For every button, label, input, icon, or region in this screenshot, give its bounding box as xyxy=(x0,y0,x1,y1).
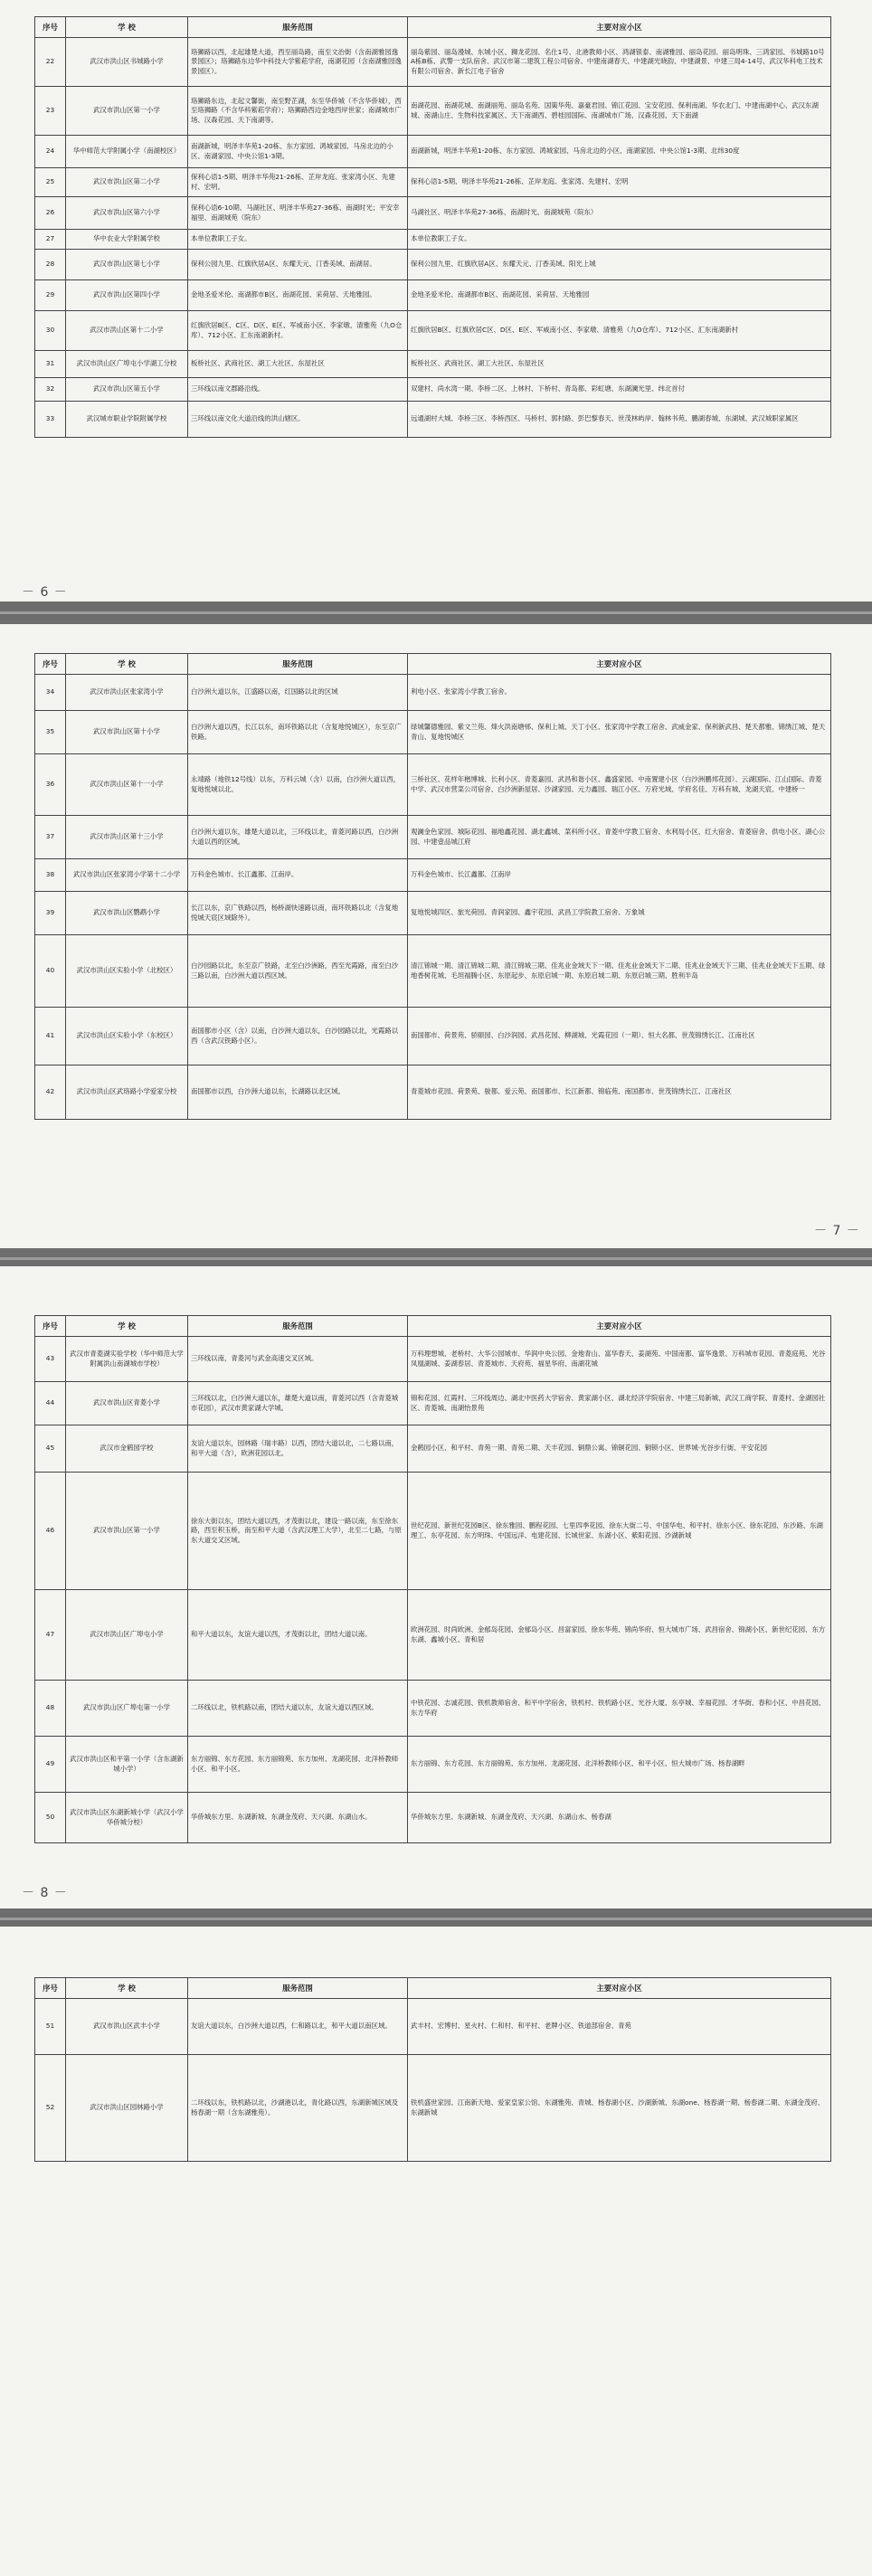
header-no: 序号 xyxy=(35,1978,66,1999)
table-row xyxy=(35,87,831,136)
row-school: 武汉市洪山区实验小学（北校区） xyxy=(66,935,188,1008)
school-table-page-8 xyxy=(34,1315,831,1843)
row-community: 双建村、尚水湾一期、李桥二区、上林村、下桥村、青岛都、彩虹塘、东湖澜光里、纬北首付 xyxy=(408,378,831,402)
row-range: 白沙洲大道以东，江盛路以南，红国路以北的区域 xyxy=(188,675,408,711)
table-row xyxy=(35,675,831,711)
row-no: 35 xyxy=(35,711,66,754)
row-range: 东方丽锦、东方花园、东方丽锦苑、东方加州、龙湖花园、北洋桥教师小区、和平小区。 xyxy=(188,1737,408,1793)
row-no: 43 xyxy=(35,1337,66,1382)
table-row xyxy=(35,168,831,197)
table-row xyxy=(35,197,831,230)
table-row xyxy=(35,1425,831,1473)
row-school: 武汉市洪山区武丰小学 xyxy=(66,1999,188,2055)
row-community: 观澜金色家园、城际花园、福地鑫花园、湖北鑫城、菜科所小区、青菱中学教工宿舍、水利局小区、红大宿舍、青菱宿舍、供电小区、湖心公园、中建壹品城江府 xyxy=(408,816,831,859)
row-range: 永靖路（地铁12号线）以东，万科云城（含）以南，白沙洲大道以西，复地悦城以北。 xyxy=(188,754,408,816)
row-no: 41 xyxy=(35,1008,66,1065)
row-range: 白沙园路以北，东至京广铁路，北至白沙洲路，西至光霞路，南至白沙三路以南，白沙洲大道以西区域。 xyxy=(188,935,408,1008)
row-school: 武汉市洪山区第一小学 xyxy=(66,87,188,136)
table-row xyxy=(35,402,831,438)
row-no: 38 xyxy=(35,859,66,892)
row-no: 50 xyxy=(35,1793,66,1843)
row-range: 友谊大道以东，园林路（瑞丰路）以西，团结大道以北，二七路以南，和平大道（含），欧洲花园以北。 xyxy=(188,1425,408,1473)
scan-edge xyxy=(0,611,872,614)
document-page-7 xyxy=(0,624,872,1248)
row-no: 34 xyxy=(35,675,66,711)
row-community: 世纪花园、新世纪花园B区、徐东雅园、鹏程花园、七里四季花园、徐东大街二号、中国华电、和平村、徐东小区、徐东花园、东沙路、东湖理工、东亭花园、东方明珠、中国远洋、电建花园、长城世家、东湖小区、紫阳花园、沙湖新城 xyxy=(408,1473,831,1590)
row-no: 23 xyxy=(35,87,66,136)
table-row xyxy=(35,1473,831,1590)
row-community: 清江锦城一期、清江锦城二期、清江锦城三期、佳兆业金域天下一期、佳兆业金域天下二期、佳兆业金域天下三期、佳兆业金域天下五期、绿地香树花城、毛坦福腾小区、东原起步、东原启城一期、东原启城二期、东原启城三期、胜利半岛 xyxy=(408,935,831,1008)
scan-edge xyxy=(0,1257,872,1260)
row-range: 三环线以南文郡路沿线。 xyxy=(188,378,408,402)
row-community: 金鹤园小区、和平村、青苑一期、青苑二期、天丰花园、铜鼎公寓、锦铜花园、铜锁小区、世界城·光谷步行街、平安花园 xyxy=(408,1425,831,1473)
table-row xyxy=(35,311,831,351)
row-no: 28 xyxy=(35,250,66,280)
row-community: 绿城馨德雅园、紫文兰苑、烽火洪南塘邨、保利上城、天丁小区、张家湾中学教工宿舍、武威金家、保利新武昌、楚天都雅、锦绣江城、楚天青山、复地悦城区 xyxy=(408,711,831,754)
row-community: 远通湖村大城、李桥三区、李桥西区、马桥村、郭村路、彭巴黎春天、世茂林屿岸、翰林书苑、鹏湖春城、东湖城、武汉城职家属区 xyxy=(408,402,831,438)
row-range: 长江以东，京广铁路以西，杨桥湖快速路以南，南环铁路以北（含复地悦城天宸区域除外）。 xyxy=(188,892,408,935)
table-row xyxy=(35,1681,831,1737)
row-school: 武汉市洪山区广埠屯第一小学 xyxy=(66,1681,188,1737)
table-header-row xyxy=(35,654,831,675)
row-range: 保利公园九里、红旗欣居A区、东耀天元、汀香美域、南湖居。 xyxy=(188,250,408,280)
row-no: 39 xyxy=(35,892,66,935)
table-row xyxy=(35,1337,831,1382)
row-community: 东方丽锦、东方花园、东方丽锦苑、东方加州、龙湖花园、北洋桥教师小区、和平小区、恒大城市广场、杨春湖畔 xyxy=(408,1737,831,1793)
row-community: 万科金色城市、长江鑫都、江南岸 xyxy=(408,859,831,892)
row-no: 46 xyxy=(35,1473,66,1590)
header-school: 学 校 xyxy=(66,1978,188,1999)
row-no: 25 xyxy=(35,168,66,197)
table-row xyxy=(35,1382,831,1425)
header-range: 服务范围 xyxy=(188,1978,408,1999)
row-school: 武汉市洪山区张家湾小学第十二小学 xyxy=(66,859,188,892)
table-row xyxy=(35,230,831,250)
table-header-row xyxy=(35,1316,831,1337)
row-community: 金地圣爱米伦、南湖都市B区、南湖花园、采荷居、天地雅园 xyxy=(408,280,831,311)
header-school: 学 校 xyxy=(66,654,188,675)
row-school: 华中师范大学附属小学（南湖校区） xyxy=(66,136,188,168)
row-no: 45 xyxy=(35,1425,66,1473)
row-range: 保利心语1-5期、明泽丰华苑21-26栋、芷岸龙庭、张家湾小区、先建村、宏明。 xyxy=(188,168,408,197)
document-page-8 xyxy=(0,1266,872,1908)
row-no: 48 xyxy=(35,1681,66,1737)
row-school: 华中农业大学附属学校 xyxy=(66,230,188,250)
row-range: 二环线以东，铁机路以北，沙湖港以北，青化路以西，东湖新城区域及杨春湖一期（含东湖雅苑）。 xyxy=(188,2055,408,2162)
row-community: 三桥社区、花样年楷博城、长利小区、青菱嘉园、武昌和谐小区、鑫盛家园、中南置建小区（白沙洲鹏邦花园）、云湖国际、江山国际、青菱中学、武汉市营菜公司宿舍、白沙洲新屋居、沙湖家园、元力鑫园、瑞江小区、万府光域、学府名佳、万科有城、龙湖天宸、中建桥一 xyxy=(408,754,831,816)
table-row xyxy=(35,1999,831,2055)
table-row xyxy=(35,892,831,935)
row-community: 铁机盛世家园、江南新天地、爱家皇家公馆、东湖雅苑、青城、杨春湖小区、沙湖新城、东湖one、杨春湖一期、杨春湖二期、东湖金茂府、东湖新城 xyxy=(408,2055,831,2162)
row-range: 金地圣爱米伦、南湖都市B区、南湖花园、采荷居、天地雅园。 xyxy=(188,280,408,311)
table-row xyxy=(35,250,831,280)
table-row xyxy=(35,38,831,87)
table-row xyxy=(35,754,831,816)
row-range: 白沙洲大道以东，雄楚大道以北，三环线以北，青菱河路以西，白沙洲大道以西的区域。 xyxy=(188,816,408,859)
row-range: 珞狮路以西，北起雄楚大道，西至丽岛路，南至文治街（含南湖雅园逸景园区）；珞狮路东边华中科技大学紫菘学府，南湖花园（含南湖雅园逸景园区）。 xyxy=(188,38,408,87)
table-row xyxy=(35,935,831,1008)
row-no: 33 xyxy=(35,402,66,438)
header-range: 服务范围 xyxy=(188,1316,408,1337)
row-range: 南湖新城，明泽丰华苑1-20栋、东方家园、鸿城家园、马房北边的小区、南湖家园、中央公馆1-3期。 xyxy=(188,136,408,168)
row-no: 32 xyxy=(35,378,66,402)
table-row xyxy=(35,378,831,402)
row-community: 马湖社区、明泽丰华苑27-36栋、南湖时光、南湖城苑（院东） xyxy=(408,197,831,230)
row-no: 44 xyxy=(35,1382,66,1425)
row-school: 武汉市洪山区第五小学 xyxy=(66,378,188,402)
row-no: 49 xyxy=(35,1737,66,1793)
row-no: 30 xyxy=(35,311,66,351)
row-community: 本单位教职工子女。 xyxy=(408,230,831,250)
school-table-page-7 xyxy=(34,653,831,1120)
page-number: － 8 － xyxy=(22,1886,68,1900)
header-school: 学 校 xyxy=(66,1316,188,1337)
row-community: 南湖新城，明泽丰华苑1-20栋、东方家园、鸿城家园、马房北边的小区、南湖家园、中央公馆1-3期、北纬30度 xyxy=(408,136,831,168)
row-community: 丽岛紫园、丽岛漫城、东城小区、狮龙花园、名仕1号、北港教师小区、鸿湖银泰、南湖雅园、丽岛花园、丽岛明珠、三鸿家园、书城路10号A栋B栋、武警一支队宿舍、武汉市第二建筑工程公司宿舍、中建南湖春天、中建湖光晓韵、中建湖景、中建三局4-14号、武汉华科电工技术有限公司宿舍、新长江电子宿舍 xyxy=(408,38,831,87)
row-range: 本单位教职工子女。 xyxy=(188,230,408,250)
header-school: 学 校 xyxy=(66,17,188,38)
row-no: 47 xyxy=(35,1590,66,1681)
row-range: 保利心语6-10期、马湖社区、明泽丰华苑27-36栋、南湖时光；平安幸福里、南湖城苑（院东） xyxy=(188,197,408,230)
row-school: 武汉市洪山区实验小学（东校区） xyxy=(66,1008,188,1065)
row-school: 武汉城市职业学院附属学校 xyxy=(66,402,188,438)
table-row xyxy=(35,1590,831,1681)
row-community: 保利心语1-5期、明泽丰华苑21-26栋、芷岸龙庭、张家湾、先建村、宏明 xyxy=(408,168,831,197)
row-no: 22 xyxy=(35,38,66,87)
row-school: 武汉市洪山区张家湾小学 xyxy=(66,675,188,711)
row-community: 板桥社区、武商社区、湖工大社区、东屋社区 xyxy=(408,351,831,378)
row-no: 27 xyxy=(35,230,66,250)
row-no: 52 xyxy=(35,2055,66,2162)
row-range: 三环线以南文化大道沿线的洪山辖区。 xyxy=(188,402,408,438)
row-no: 37 xyxy=(35,816,66,859)
row-no: 24 xyxy=(35,136,66,168)
row-community: 红旗欣居B区、红旗欣居C区、D区、E区、军威南小区、李家墩、清雅苑（九O仓库）、712小区、汇东南湖新村 xyxy=(408,311,831,351)
table-header-row xyxy=(35,17,831,38)
table-row xyxy=(35,351,831,378)
row-school: 武汉市洪山区第二小学 xyxy=(66,168,188,197)
header-no: 序号 xyxy=(35,17,66,38)
row-school: 武汉市洪山区广埠屯小学湖工分校 xyxy=(66,351,188,378)
row-range: 白沙洲大道以西，长江以东，南环铁路以北（含复地悦城区），东至京广铁路。 xyxy=(188,711,408,754)
row-no: 29 xyxy=(35,280,66,311)
row-school: 武汉市青菱湖实验学校（华中师范大学附属洪山南湖城市学校） xyxy=(66,1337,188,1382)
header-community: 主要对应小区 xyxy=(408,1316,831,1337)
table-row xyxy=(35,136,831,168)
row-school: 武汉市洪山区园林路小学 xyxy=(66,2055,188,2162)
row-school: 武汉市洪山区第四小学 xyxy=(66,280,188,311)
table-row xyxy=(35,2055,831,2162)
row-school: 武汉市洪山区书城路小学 xyxy=(66,38,188,87)
row-community: 华侨城东方里、东湖新城、东湖金茂府、天兴湖、东湖山水、杨春湖 xyxy=(408,1793,831,1843)
row-no: 26 xyxy=(35,197,66,230)
document-page-9 xyxy=(0,1927,872,2576)
row-community: 南湖花园、南湖花城、南湖丽苑、丽岛名苑、国策华苑、嘉豪君园、锦江花园、宝安花园、保利南湖、华农北门、中建南湖中心、武汉东湖城、南湖山庄、生物科技家属区、天下南湖西、碧桂园国际、南湖城市广场、汉森花园、天下南湖 xyxy=(408,87,831,136)
row-school: 武汉市洪山区第十三小学 xyxy=(66,816,188,859)
row-community: 万科理想城、老桥村、大华公园城市、华润中央公园、金地青山、富华春天、姜湖苑、中国南都、富华逸景、万科城市花园、青菱庭苑、光谷凤凰湖城、姜湖春居、青菱城市、天府苑、福星华府、南湖花城 xyxy=(408,1337,831,1382)
row-school: 武汉市洪山区第六小学 xyxy=(66,197,188,230)
row-range: 三环线以北，白沙洲大道以东，雄楚大道以南，青菱河以西（含青菱城市花园），武汉市黄家湖大学城。 xyxy=(188,1382,408,1425)
row-community: 南国都市、荷景苑、骄颐园、白沙润园、武昌花园、柳湖城、光霞花园（一期）、恒大名都、世茂锦绣长江、江南社区 xyxy=(408,1008,831,1065)
row-school: 武汉市金鹤园学校 xyxy=(66,1425,188,1473)
row-school: 武汉市洪山区武珞路小学爱家分校 xyxy=(66,1065,188,1120)
row-school: 武汉市洪山区第一小学 xyxy=(66,1473,188,1590)
row-range: 南国都市小区（含）以南，白沙洲大道以东，白沙园路以北，光霞路以西（含武汉铁路小区）。 xyxy=(188,1008,408,1065)
row-range: 和平大道以东，友谊大道以西，才茂街以北，团结大道以南。 xyxy=(188,1590,408,1681)
document-page-6 xyxy=(0,0,872,601)
row-school: 武汉市洪山区和平第一小学（含东湖新城小学） xyxy=(66,1737,188,1793)
row-school: 武汉市洪山区第七小学 xyxy=(66,250,188,280)
table-row xyxy=(35,859,831,892)
row-school: 武汉市洪山区第十小学 xyxy=(66,711,188,754)
row-community: 青菱城市花园、荷景苑、骏都、爱云苑、南国都市、长江新都、锦临苑、南国都市、世茂锦绣长江、江南社区 xyxy=(408,1065,831,1120)
row-range: 板桥社区、武商社区、湖工大社区、东屋社区 xyxy=(188,351,408,378)
row-community: 武丰村、宏博村、星火村、仁和村、和平村、老牌小区、铁道部宿舍、青苑 xyxy=(408,1999,831,2055)
header-no: 序号 xyxy=(35,654,66,675)
table-row xyxy=(35,1793,831,1843)
row-no: 51 xyxy=(35,1999,66,2055)
table-row xyxy=(35,1008,831,1065)
row-school: 武汉市洪山区鹦鹉小学 xyxy=(66,892,188,935)
header-range: 服务范围 xyxy=(188,17,408,38)
row-community: 欧洲花园、时尚欧洲、金郁岛花园、金郁岛小区、昌富家园、徐东华苑、锦尚华府、恒大城市广场、武昌宿舍、锦湖小区、新世纪花园、东方东湖、鑫城小区、青和居 xyxy=(408,1590,831,1681)
row-no: 40 xyxy=(35,935,66,1008)
row-community: 复地悦城四区、旅光荷园、青润家园、鑫宇花园、武昌工学院教工宿舍、万象城 xyxy=(408,892,831,935)
header-no: 序号 xyxy=(35,1316,66,1337)
row-community: 利电小区、张家湾小学教工宿舍。 xyxy=(408,675,831,711)
row-range: 红旗欣居B区、C区、D区、E区、军威南小区、李家墩、清雅苑（九O仓库）、712小区、汇东南湖新村。 xyxy=(188,311,408,351)
row-range: 珞狮路东边，北起文馨街，南至野芷湖，东至华侨城（不含华侨城），西至珞狮路（不含华科紫菘学府）；珞狮路西边金地西岸世家；南湖城市广场、汉森花园、天下南湖等。 xyxy=(188,87,408,136)
page-number: － 7 － xyxy=(814,1224,860,1238)
row-community: 锦和花园、红霞村、三环线周边、湖北中医药大学宿舍、黄家湖小区、湖北经济学院宿舍、中建三局新城、武汉工商学院、青菱村、金湖园社区、青菱城、南湖怡景苑 xyxy=(408,1382,831,1425)
table-row xyxy=(35,1065,831,1120)
row-range: 万科金色城市、长江鑫都、江南岸。 xyxy=(188,859,408,892)
row-range: 友谊大道以东，白沙洲大道以西，仁和路以北，和平大道以南区域。 xyxy=(188,1999,408,2055)
scan-edge xyxy=(0,1918,872,1920)
row-school: 武汉市洪山区东湖新城小学（武汉小学华侨城分校） xyxy=(66,1793,188,1843)
header-community: 主要对应小区 xyxy=(408,17,831,38)
table-row xyxy=(35,280,831,311)
row-community: 保利公园九里、红旗欣居A区、东耀天元、汀香美域、阳光上城 xyxy=(408,250,831,280)
row-community: 中铁花园、志诚花园、铁机教师宿舍、和平中学宿舍、铁机村、铁机路小区、光谷大厦、东亭城、幸福花园、才华街、春和小区、中昌花园、东方华府 xyxy=(408,1681,831,1737)
table-header-row xyxy=(35,1978,831,1999)
school-table-page-9 xyxy=(34,1977,831,2162)
header-community: 主要对应小区 xyxy=(408,654,831,675)
row-school: 武汉市洪山区广埠屯小学 xyxy=(66,1590,188,1681)
row-range: 南国都市以西，白沙洲大道以东，长湖路以北区域。 xyxy=(188,1065,408,1120)
header-community: 主要对应小区 xyxy=(408,1978,831,1999)
table-row xyxy=(35,816,831,859)
page-number: － 6 － xyxy=(22,585,68,600)
row-no: 31 xyxy=(35,351,66,378)
row-range: 徐东大街以东，团结大道以西，才茂街以北，建设一路以南，东至徐东路，西至积玉桥，南至和平大道（含武汉理工大学），北至二七路，与原东大道交叉区域。 xyxy=(188,1473,408,1590)
table-row xyxy=(35,711,831,754)
row-no: 36 xyxy=(35,754,66,816)
school-table-page-6 xyxy=(34,16,831,438)
row-school: 武汉市洪山区第十二小学 xyxy=(66,311,188,351)
row-range: 二环线以北，铁机路以南，团结大道以东，友谊大道以西区域。 xyxy=(188,1681,408,1737)
row-no: 42 xyxy=(35,1065,66,1120)
row-school: 武汉市洪山区第十一小学 xyxy=(66,754,188,816)
header-range: 服务范围 xyxy=(188,654,408,675)
row-range: 三环线以南，青菱河与武金高速交叉区域。 xyxy=(188,1337,408,1382)
table-row xyxy=(35,1737,831,1793)
row-range: 华侨城东方里、东湖新城、东湖金茂府、天兴湖、东湖山水。 xyxy=(188,1793,408,1843)
row-school: 武汉市洪山区青菱小学 xyxy=(66,1382,188,1425)
